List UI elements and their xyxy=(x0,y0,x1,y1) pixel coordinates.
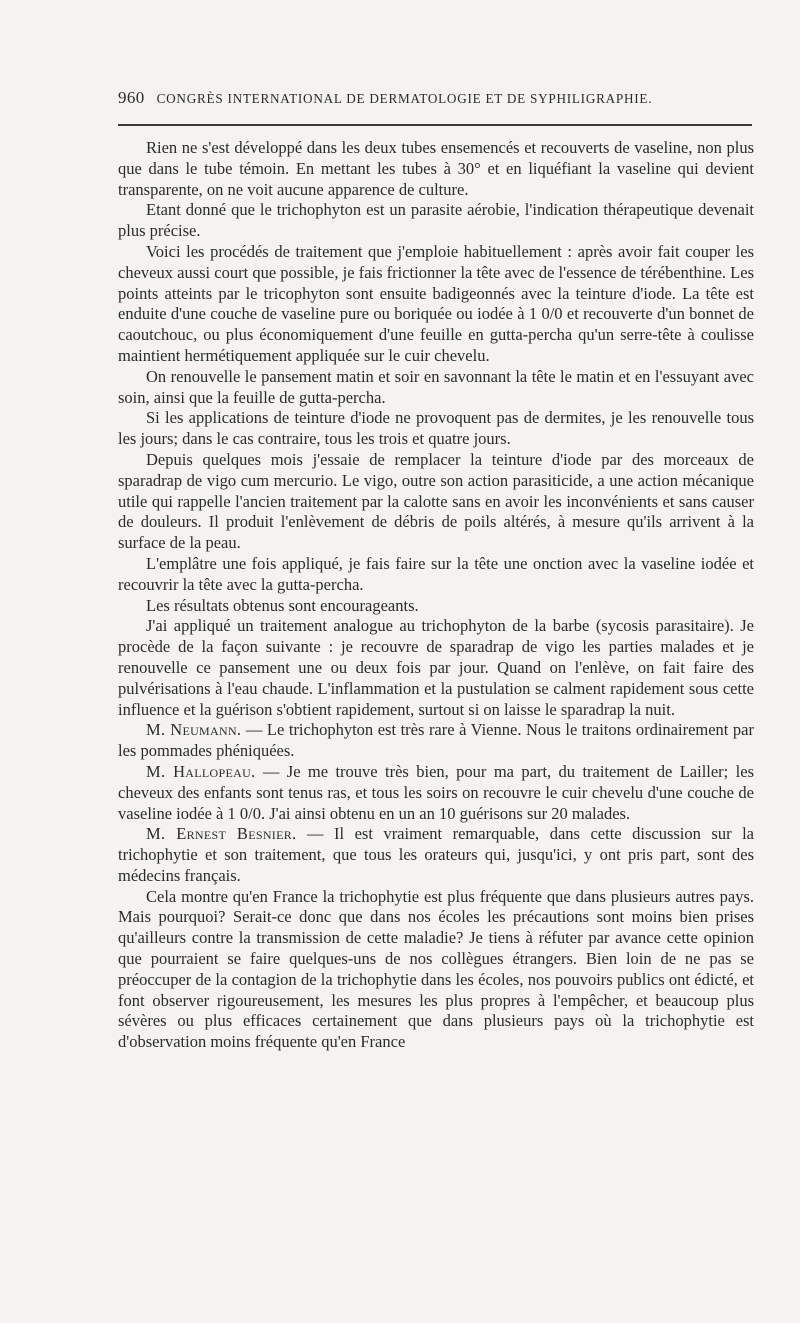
paragraph: L'emplâtre une fois appliqué, je fais faire sur la tête une onction avec la vaseline iodée et recouvrir la tête avec la gutta-percha. xyxy=(118,553,754,594)
paragraph: Etant donné que le trichophyton est un parasite aérobie, l'indication thérapeutique devenait plus précise. xyxy=(118,200,754,241)
running-header xyxy=(118,88,754,108)
speaker-name: M. Ernest Besnier. xyxy=(146,824,297,844)
paragraph: Cela montre qu'en France la trichophytie est plus fréquente que dans plusieurs autres pays. Mais pourquoi? Serait-ce donc que dans nos écoles les précautions sont moins bien prises qu'ailleurs contre la transmission de cette maladie? Je tiens à réfuter par avance cette opinion que pourraient se faire quelques-uns de nos collègues étrangers. Bien loin de ne pas se préoccuper de la contagion de la trichophytie dans les écoles, nos pouvoirs publics ont édicté, et font observer rigoureusement, les mesures les plus propres à l'empêcher, et beaucoup plus sévères ou plus efficaces certainement que dans plusieurs pays où la trichophytie est d'observation moins fréquente qu'en France xyxy=(118,886,754,1052)
speaker-name: M. Hallopeau. xyxy=(146,761,256,781)
paragraph: Si les applications de teinture d'iode ne provoquent pas de dermites, je les renouvelle tous les jours; dans le cas contraire, tous les trois et quatre jours. xyxy=(118,408,754,449)
paragraph: M. Neumann. — Le trichophyton est très rare à Vienne. Nous le traitons ordinairement par les pommades phéniquées. xyxy=(118,720,754,761)
paragraph: M. Hallopeau. — Je me trouve très bien, pour ma part, du traitement de Lailler; les cheveux des enfants sont tenus ras, et tous les soirs on recouvre le cuir chevelu d'une couche de vaseline iodée à 1 0/0. J'ai ainsi obtenu en un an 10 guérisons sur 20 malades. xyxy=(118,761,754,823)
paragraph: On renouvelle le pansement matin et soir en savonnant la tête le matin et en l'essuyant avec soin, ainsi que la feuille de gutta-percha. xyxy=(118,366,754,407)
running-title: CONGRÈS INTERNATIONAL DE DERMATOLOGIE ET DE SYPHILIGRAPHIE. xyxy=(156,91,653,106)
paragraph: Voici les procédés de traitement que j'emploie habituellement : après avoir fait couper les cheveux aussi court que possible, je fais frictionner la tête avec de l'essence de térébenthine. Les points atteints par le tricophyton sont ensuite badigeonnés avec la teinture d'iode. La tête est enduite d'une couche de vaseline pure ou boriquée ou iodée à 1 0/0 et recouverte d'un bonnet de caoutchouc, ou plus économiquement d'une feuille en gutta-percha qu'un serre-tête à coulisse maintient hermétiquement appliquée sur le cuir chevelu. xyxy=(118,241,754,365)
page-number: 960 xyxy=(118,88,145,107)
paragraph: Les résultats obtenus sont encourageants. xyxy=(146,595,419,615)
paragraph: Depuis quelques mois j'essaie de remplacer la teinture d'iode par des morceaux de sparadrap de vigo cum mercurio. Le vigo, outre son action parasiticide, a une action mécanique utile qui rappelle l'ancien traitement par la calotte sans en avoir les inconvénients et sans causer de douleurs. Il produit l'enlèvement de débris de poils altérés, à mesure qu'ils arrivent à la surface de la peau. xyxy=(118,449,754,553)
body-text xyxy=(118,138,754,1053)
header-rule xyxy=(118,124,752,126)
paragraph: J'ai appliqué un traitement analogue au trichophyton de la barbe (sycosis parasitaire). Je procède de la façon suivante : je recouvre de sparadrap de vigo les parties malades et je renouvelle ce pansement une ou deux fois par jour. Quand on l'enlève, on fait faire des pulvérisations à l'eau chaude. L'inflammation et la pustulation se calment rapidement sous cette influence et la guérison s'obtient rapidement, surtout si on laisse le sparadrap la nuit. xyxy=(118,616,754,719)
paragraph: Rien ne s'est développé dans les deux tubes ensemencés et recouverts de vaseline, non plus que dans le tube témoin. En mettant les tubes à 30° et en liquéfiant la vaseline qui devient transparente, on ne voit aucune apparence de culture. xyxy=(118,138,754,199)
speaker-name: M. Neumann. xyxy=(146,720,242,740)
paragraph: M. Ernest Besnier. — Il est vraiment remarquable, dans cette discussion sur la trichophytie et son traitement, que tous les orateurs qui, jusqu'ici, y ont pris part, sont des médecins français. xyxy=(118,824,754,885)
